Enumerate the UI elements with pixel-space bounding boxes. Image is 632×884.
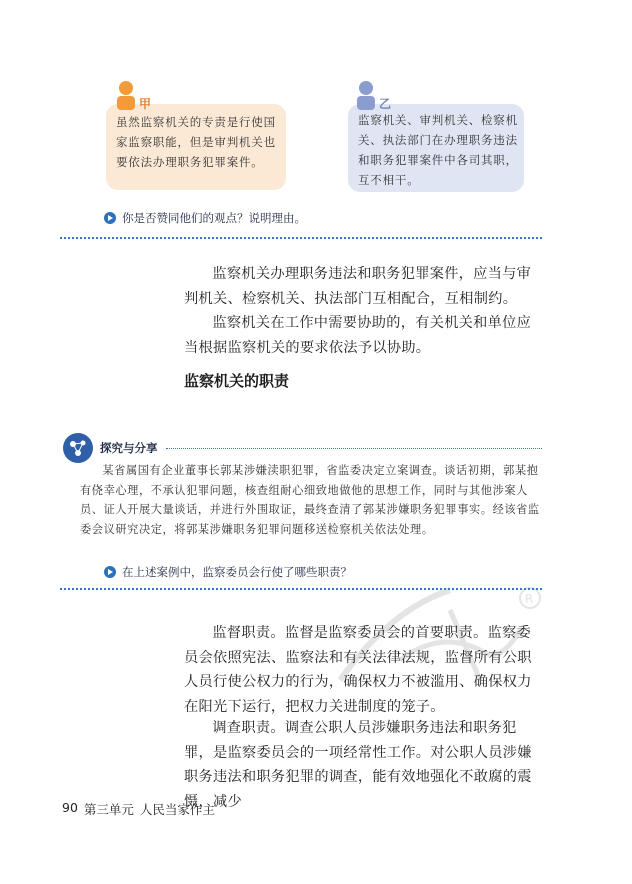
- question-text: 你是否赞同他们的观点？说明理由。: [122, 211, 306, 225]
- section-title: 监察机关的职责: [184, 372, 290, 390]
- dotted-divider: [60, 237, 542, 239]
- body-paragraph: 监察机关办理职务违法和职务犯罪案件，应当与审判机关、检察机关、执法部门互相配合，互相制约。: [184, 266, 532, 307]
- person-icon: [116, 80, 136, 110]
- speaker-a-card: [106, 104, 286, 190]
- case-study-text: 某省属国有企业董事长郭某涉嫌渎职犯罪，省监委决定立案调查。谈话初期，郭某抱有侥幸心理，不承认犯罪问题，核查组耐心细致地做他的思想工作，同时与其他涉案人员、证人开展大量谈话，并进行外围取证，最终查清了郭某涉嫌职务犯罪事实。经该省监委会议研究决定，将郭某涉嫌职务犯罪问题移送检察机关依法处理。: [80, 464, 540, 536]
- dotted-divider: [60, 588, 542, 590]
- discussion-question: [104, 564, 352, 580]
- dotted-divider: [166, 448, 542, 449]
- svg-text:R: R: [525, 592, 534, 606]
- play-bullet-icon: [104, 566, 116, 578]
- speaker-b-text: 监察机关、审判机关、检察机关、执法部门在办理职务违法和职务犯罪案件中各司其职，互不相干。: [358, 113, 518, 187]
- unit-title: 人民当家作主: [139, 802, 215, 817]
- discussion-question: [104, 210, 306, 226]
- body-paragraph: 监察机关在工作中需要协助的，有关机关和单位应当根据监察机关的要求依法予以协助。: [184, 315, 532, 356]
- explore-share-icon: [62, 432, 94, 464]
- page-footer: [62, 800, 215, 818]
- person-icon: [356, 80, 376, 110]
- explore-share-title: 探究与分享: [100, 441, 158, 455]
- page-number: 90: [62, 800, 78, 815]
- play-bullet-icon: [104, 212, 116, 224]
- unit-name: 第三单元: [83, 802, 134, 817]
- question-text: 在上述案例中，监察委员会行使了哪些职责？: [122, 565, 352, 579]
- body-paragraph: 调查职责。调查公职人员涉嫌职务违法和职务犯罪，是监察委员会的一项经常性工作。对公职人员涉嫌职务违法和职务犯罪的调查，能有效地强化不敢腐的震慑，减少: [184, 720, 532, 810]
- speaker-a-label: 甲: [139, 97, 152, 111]
- speaker-b-card: [348, 104, 524, 192]
- body-paragraph: 监督职责。监督是监察委员会的首要职责。监察委员会依照宪法、监察法和有关法律法规，监督所有公职人员行使公权力的行为，确保权力不被滥用、确保权力在阳光下运行，把权力关进制度的笼子。: [184, 625, 532, 715]
- speaker-a-text: 虽然监察机关的专责是行使国家监察职能，但是审判机关也要依法办理职务犯罪案件。: [116, 115, 276, 169]
- speaker-b-label: 乙: [379, 97, 392, 111]
